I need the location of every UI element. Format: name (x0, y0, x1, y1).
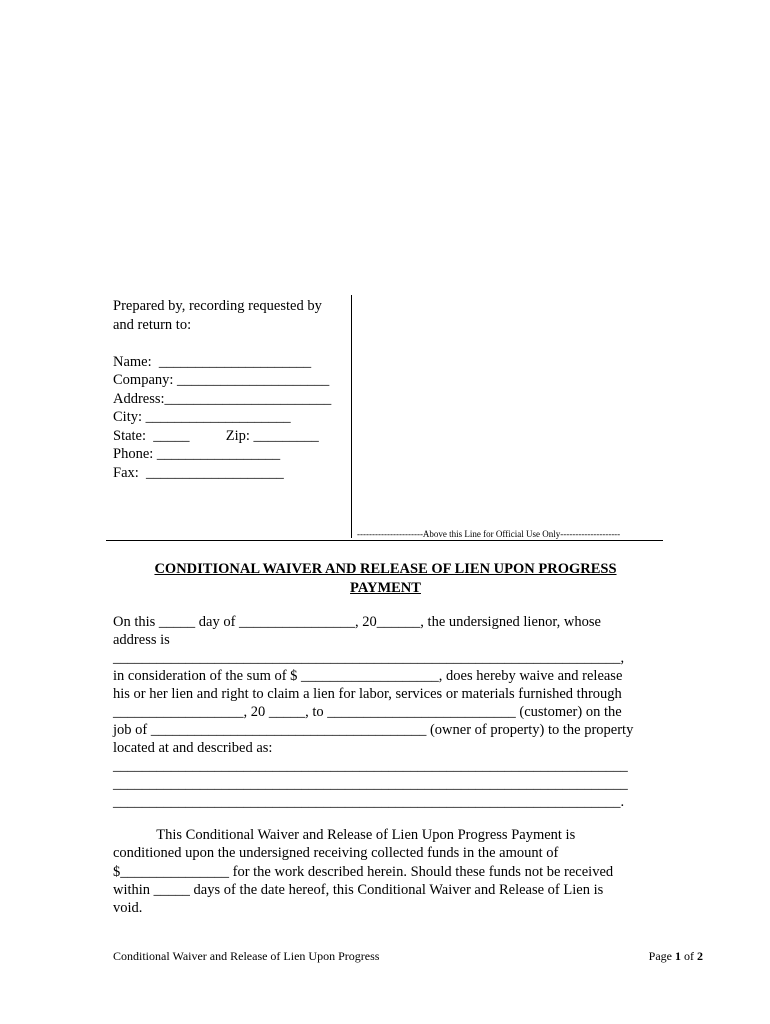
title-line2: PAYMENT (350, 579, 421, 596)
company-field: Company: _____________________ (113, 372, 330, 388)
body-line: ______________________________________________________________________, (113, 650, 625, 666)
body-line: job of ______________________________________ (owner of property) to the property (113, 722, 634, 738)
prepared-by-line2: and return to: (113, 316, 192, 333)
paragraph-line: void. (113, 900, 143, 917)
page-of: of (681, 949, 697, 963)
paragraph-line: within _____ days of the date hereof, this Conditional Waiver and Release of Lien is (113, 881, 604, 898)
official-use-label: ----------------------Above this Line for Official Use Only-------------------- (357, 529, 621, 539)
city-field: City: ____________________ (113, 409, 291, 425)
return-to-block (113, 297, 348, 482)
paragraph-line: This Conditional Waiver and Release of Lien Upon Progress Payment is (113, 827, 576, 843)
horizontal-divider (106, 540, 663, 541)
address-field: Address:_______________________ (113, 390, 332, 407)
state-zip-field: State: _____ Zip: _________ (113, 427, 319, 444)
title-line1: CONDITIONAL WAIVER AND RELEASE OF LIEN UPON PROGRESS (154, 561, 617, 577)
paragraph-line: conditioned upon the undersigned receiving collected funds in the amount of (113, 845, 559, 862)
spacer (113, 334, 348, 353)
body-line: _______________________________________________________________________ (113, 776, 628, 792)
vertical-divider (351, 295, 352, 538)
body-line: address is (113, 632, 170, 648)
footer-title: Conditional Waiver and Release of Lien Upon Progress (113, 949, 380, 963)
body-line: __________________, 20 _____, to __________________________ (customer) on the (113, 704, 622, 720)
prepared-by-line1: Prepared by, recording requested by (113, 298, 322, 314)
fax-field: Fax: ___________________ (113, 464, 284, 481)
page-current: 1 (675, 949, 681, 963)
page-total: 2 (697, 949, 703, 963)
body-line: On this _____ day of ________________, 20______, the undersigned lienor, whose (113, 614, 601, 630)
body-line: in consideration of the sum of $ ___________________, does hereby waive and release (113, 668, 623, 684)
body-line: his or her lien and right to claim a lien for labor, services or materials furnished through (113, 686, 622, 702)
paragraph-line: $_______________ for the work described herein. Should these funds not be received (113, 863, 614, 880)
document-title (113, 560, 658, 597)
page-prefix: Page (648, 949, 675, 963)
phone-field: Phone: _________________ (113, 446, 281, 462)
name-field: Name: _____________________ (113, 353, 312, 370)
body-line: ______________________________________________________________________. (113, 794, 625, 810)
waiver-body (113, 613, 658, 811)
body-line: _______________________________________________________________________ (113, 758, 628, 774)
body-line: located at and described as: (113, 740, 273, 756)
page-number (649, 949, 703, 963)
condition-paragraph (113, 826, 658, 917)
